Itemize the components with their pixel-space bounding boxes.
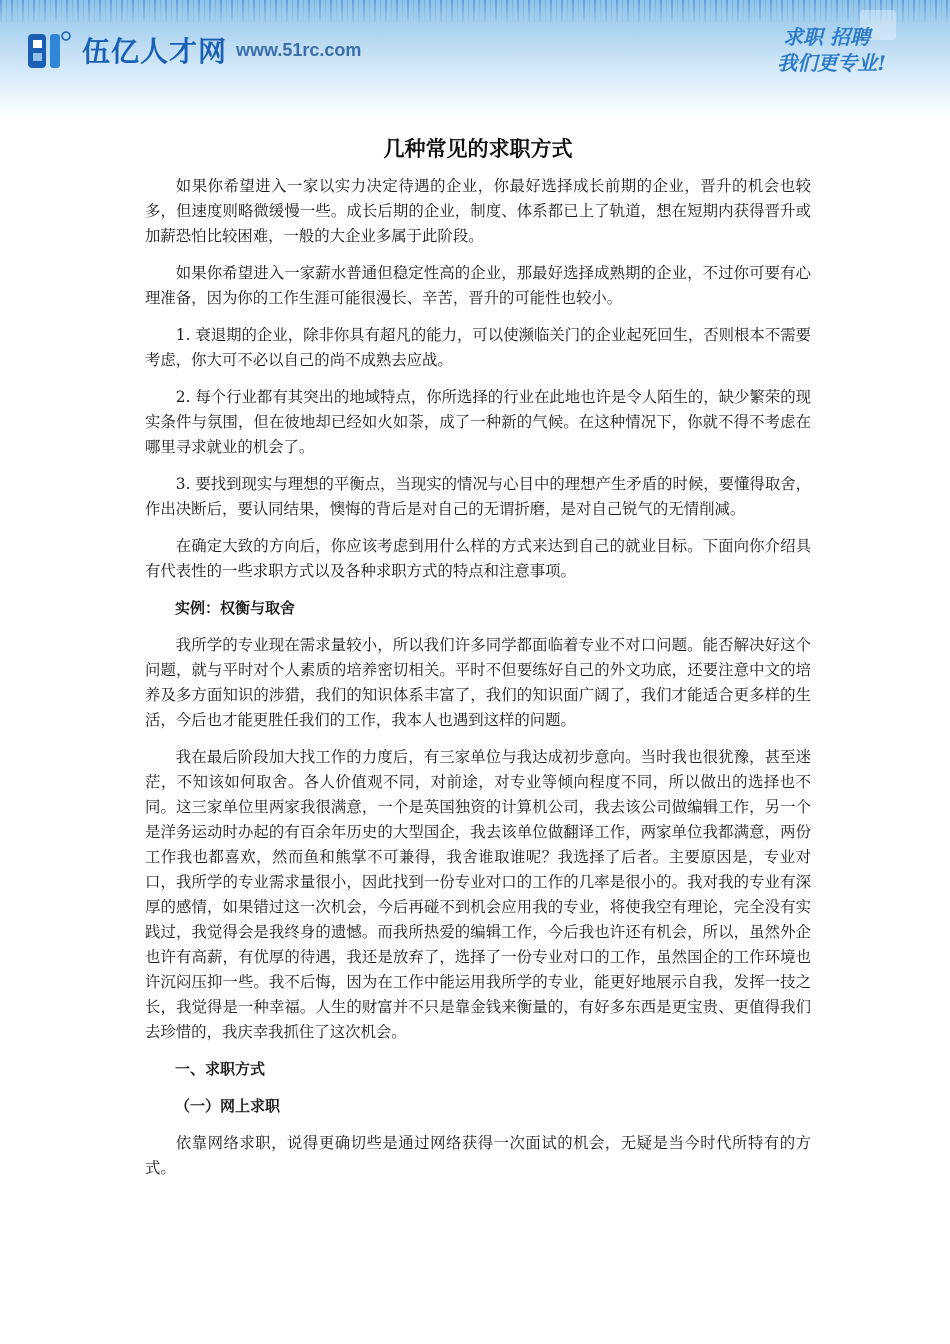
slogan-line-2: 我们更专业!: [777, 51, 886, 75]
paragraph: 依靠网络求职，说得更确切些是通过网络获得一次面试的机会，无疑是当今时代所特有的方式。: [145, 1134, 811, 1177]
document-title: 几种常见的求职方式: [383, 137, 573, 161]
paragraph: 我在最后阶段加大找工作的力度后，有三家单位与我达成初步意向。当时我也很犹豫，甚至迷茫，不知该如何取舍。各人价值观不同，对前途，对专业等倾向程度不同，所以做出的选择也不同。这三家单位里两家我很满意，一个是英国独资的计算机公司，我去该公司做编辑工作，另一个是洋务运动时办起的有百余年历史的大型国企，我去该单位做翻译工作，两家单位我都满意，两份工作我也都喜欢，然而鱼和熊掌不可兼得，我舍谁取谁呢？我选择了后者。主要原因是，专业对口，我所学的专业需求量很小，因此找到一份专业对口的工作的几率是很小的。我对我的专业有深厚的感情，如果错过这一次机会，今后再碰不到机会应用我的专业，将使我空有理论，完全没有实践过，我觉得会是我终身的遗憾。而我所热爱的编辑工作，今后我也许还有机会，所以，虽然外企也许有高薪，有优厚的待遇，我还是放弃了，选择了一份专业对口的工作，虽然国企的工作环境也许沉闷压抑一些。我不后悔，因为在工作中能运用我所学的专业，能更好地展示自我，发挥一技之长，我觉得是一种幸福。人生的财富并不只是靠金钱来衡量的，有好多东西是更宝贵、更值得我们去珍惜的，我庆幸我抓住了这次机会。: [145, 748, 811, 1041]
paragraph: 如果你希望进入一家薪水普通但稳定性高的企业，那最好选择成熟期的企业，不过你可要有心理准备，因为你的工作生涯可能很漫长、辛苦，晋升的可能性也较小。: [145, 264, 811, 307]
slogan: [777, 24, 886, 76]
section-heading-methods: 一、求职方式: [175, 1060, 266, 1078]
paragraph: 我所学的专业现在需求量较小，所以我们许多同学都面临着专业不对口问题。能否解决好这个问题，就与平时对个人素质的培养密切相关。平时不但要练好自己的外文功底，还要注意中文的培养及多方面知识的涉猎，我们的知识体系丰富了，我们的知识面广阔了，我们才能适合更多样的生活，今后也才能更胜任我们的工作，我本人也遇到这样的问题。: [145, 636, 811, 729]
document-body: [145, 134, 811, 1193]
subsection-heading-online: （一）网上求职: [175, 1097, 281, 1115]
brand-name: 伍亿人才网: [82, 35, 228, 68]
page-header-banner: [0, 0, 950, 118]
brand-url: www.51rc.com: [236, 40, 362, 60]
paragraph: 2. 每个行业都有其突出的地域特点，你所选择的行业在此地也许是令人陌生的，缺少繁荣的现实条件与氛围，但在彼地却已经如火如荼，成了一种新的气候。在这种情况下，你就不得不考虑在哪里寻求就业的机会了。: [145, 388, 811, 456]
slogan-line-1: 求职 招聘: [783, 25, 870, 49]
paragraph: 1. 衰退期的企业，除非你具有超凡的能力，可以使濒临关门的企业起死回生，否则根本不需要考虑，你大可不必以自己的尚不成熟去应战。: [145, 326, 811, 369]
section-heading-example: 实例：权衡与取舍: [175, 599, 296, 617]
paragraph: 如果你希望进入一家以实力决定待遇的企业，你最好选择成长前期的企业，晋升的机会也较多，但速度则略微缓慢一些。成长后期的企业，制度、体系都已上了轨道，想在短期内获得晋升或加薪恐怕比较困难，一般的大企业多属于此阶段。: [145, 177, 811, 245]
decorative-stripes: [0, 0, 950, 22]
paragraph: 在确定大致的方向后，你应该考虑到用什么样的方式来达到自己的就业目标。下面向你介绍具有代表性的一些求职方式以及各种求职方式的特点和注意事项。: [145, 537, 811, 580]
brand-logo-icon: [26, 28, 72, 74]
paragraph: 3. 要找到现实与理想的平衡点，当现实的情况与心目中的理想产生矛盾的时候，要懂得取舍，作出决断后，要认同结果，懊悔的背后是对自己的无谓折磨，是对自己锐气的无情削减。: [145, 475, 811, 518]
